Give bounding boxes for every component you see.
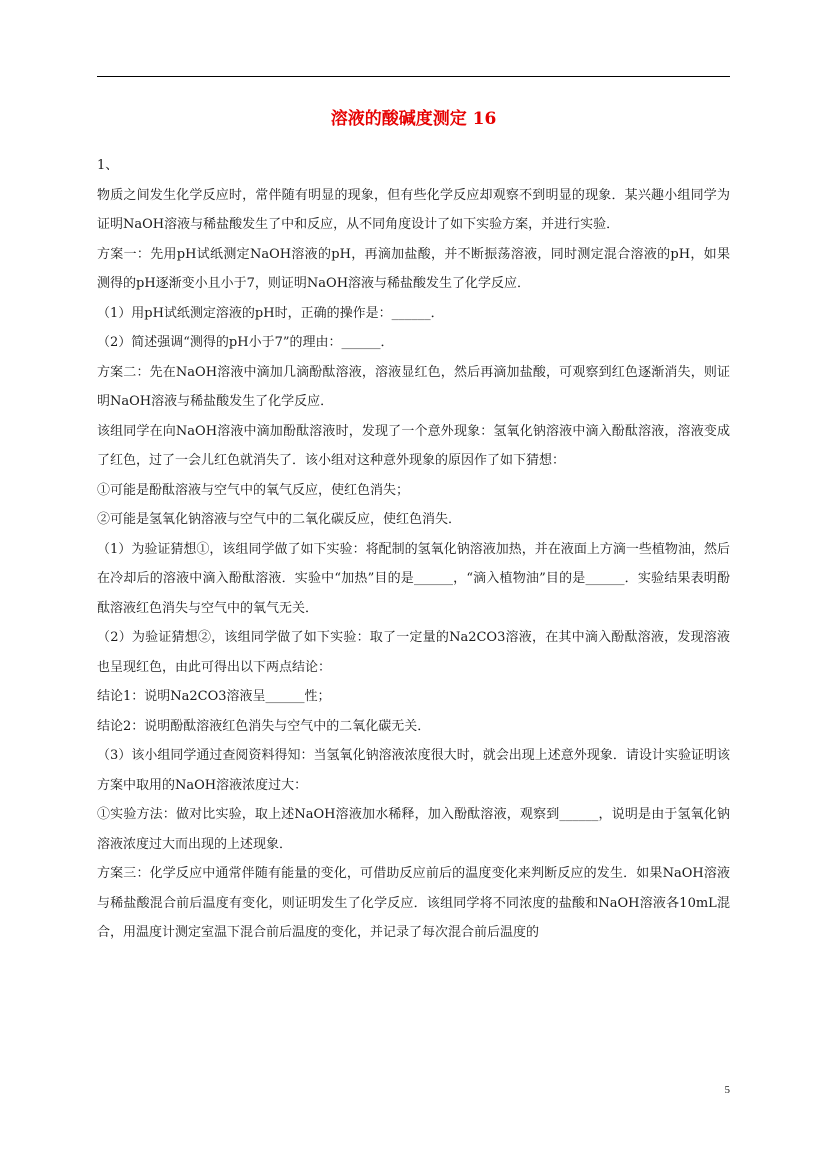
header-rule <box>97 76 730 77</box>
page-title: 溶液的酸碱度测定 16 <box>330 109 497 129</box>
paragraph-hypothesis-2: ②可能是氢氧化钠溶液与空气中的二氧化碳反应，使红色消失． <box>97 512 462 527</box>
page-number: 5 <box>724 1084 730 1096</box>
paragraph-verify-hypothesis-2: （2）为验证猜想②，该组同学做了如下实验：取了一定量的Na2CO3溶液，在其中滴入酚酞溶液，发现溶液也呈现红色，由此可得出以下两点结论： <box>97 630 730 675</box>
paragraph-experiment-method: ①实验方法：做对比实验，取上述NaOH溶液加水稀释，加入酚酞溶液，观察到______，说明是由于氢氧化钠溶液浓度过大而出现的上述现象． <box>97 807 730 852</box>
paragraph-unexpected-phenomenon: 该组同学在向NaOH溶液中滴加酚酞溶液时，发现了一个意外现象：氢氧化钠溶液中滴入酚酞溶液，溶液变成了红色，过了一会儿红色就消失了．该小组对这种意外现象的原因作了如下猜想： <box>97 423 730 468</box>
paragraph-plan-three: 方案三：化学反应中通常伴随有能量的变化，可借助反应前后的温度变化来判断反应的发生．如果NaOH溶液与稀盐酸混合前后温度有变化，则证明发生了化学反应．该组同学将不同浓度的盐酸和NaOH溶液各10mL混合，用温度计测定室温下混合前后温度的变化，并记录了每次混合前后温度的 <box>97 866 730 940</box>
paragraph-intro: 物质之间发生化学反应时，常伴随有明显的现象，但有些化学反应却观察不到明显的现象．某兴趣小组同学为证明NaOH溶液与稀盐酸发生了中和反应，从不同角度设计了如下实验方案，并进行实验． <box>97 187 730 232</box>
paragraph-plan-one-q1: （1）用pH试纸测定溶液的pH时，正确的操作是：______． <box>97 305 444 321</box>
paragraph-plan-two: 方案二：先在NaOH溶液中滴加几滴酚酞溶液，溶液显红色，然后再滴加盐酸，可观察到红色逐渐消失，则证明NaOH溶液与稀盐酸发生了化学反应． <box>97 364 730 409</box>
paragraph-hypothesis-1: ①可能是酚酞溶液与空气中的氧气反应，使红色消失； <box>97 482 410 498</box>
paragraph-conclusion-2: 结论2：说明酚酞溶液红色消失与空气中的二氧化碳无关． <box>97 718 431 734</box>
paragraph-verify-hypothesis-1: （1）为验证猜想①，该组同学做了如下实验：将配制的氢氧化钠溶液加热，并在液面上方滴一些植物油，然后在冷却后的溶液中滴入酚酞溶液．实验中“加热”目的是______，“滴入植物油”目的是______．实验结果表明酚酞溶液红色消失与空气中的氧气无关． <box>97 541 730 616</box>
paragraph-conclusion-1: 结论1：说明Na2CO3溶液呈______性； <box>97 689 331 704</box>
paragraph-concentration-question: （3）该小组同学通过查阅资料得知：当氢氧化钠溶液浓度很大时，就会出现上述意外现象．请设计实验证明该方案中取用的NaOH溶液浓度过大： <box>97 748 730 793</box>
paragraph-plan-one-q2: （2）简述强调“测得的pH小于7”的理由：______． <box>97 335 394 350</box>
question-number: 1、 <box>97 158 119 173</box>
paragraph-plan-one: 方案一：先用pH试纸测定NaOH溶液的pH，再滴加盐酸，并不断振荡溶液，同时测定混合溶液的pH，如果测得的pH逐渐变小且小于7，则证明NaOH溶液与稀盐酸发生了化学反应． <box>97 246 730 291</box>
document-body <box>97 151 730 948</box>
